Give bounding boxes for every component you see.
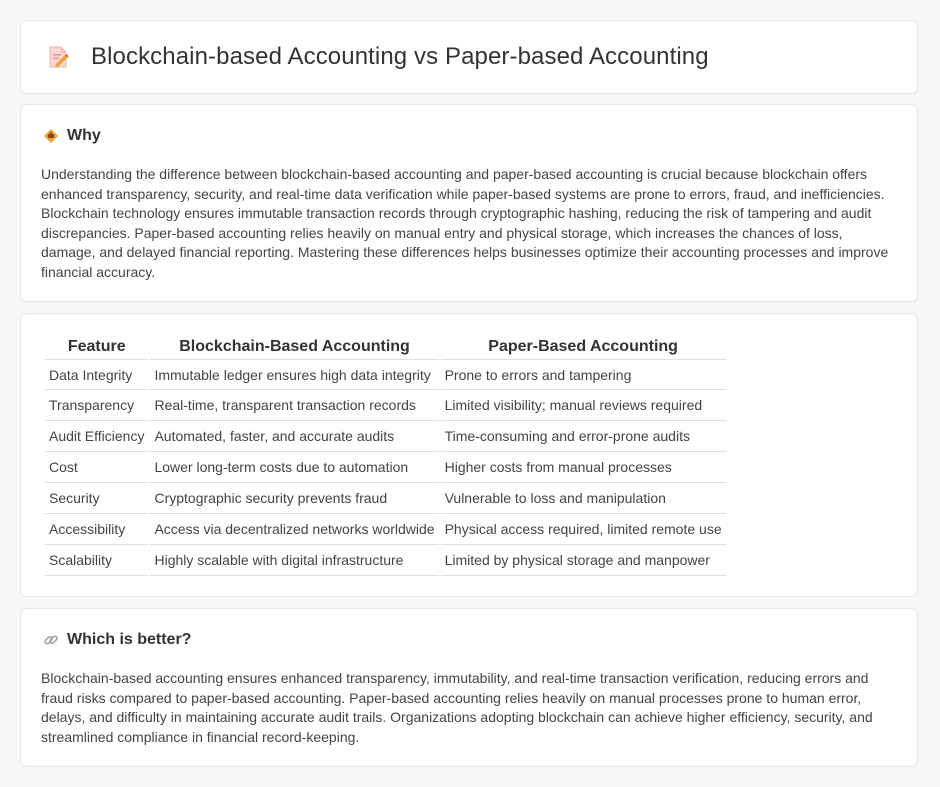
page-title: Blockchain-based Accounting vs Paper-based Accounting xyxy=(91,43,709,70)
cell-paper: Prone to errors and tampering xyxy=(441,360,726,390)
table-header-row xyxy=(45,336,726,360)
why-text: Understanding the difference between blockchain-based accounting and paper-based accounting is crucial because blockchain offers enhanced transparency, security, and real-time data verification while paper-based systems are prone to errors, fraud, and inefficiencies. Blockchain technology ensures immutable transaction records through cryptographic hashing, reducing the risk of tampering and audit discrepancies. Paper-based accounting relies heavily on manual entry and physical storage, which increases the chances of loss, damage, and delayed financial reporting. Mastering these differences helps businesses optimize their accounting processes and improve financial accuracy. xyxy=(41,166,889,280)
header-blockchain: Blockchain-Based Accounting xyxy=(150,336,438,360)
cell-blockchain: Real-time, transparent transaction records xyxy=(150,390,438,421)
cell-blockchain: Immutable ledger ensures high data integrity xyxy=(150,360,438,390)
warning-diamond-icon xyxy=(43,128,59,144)
cell-feature: Accessibility xyxy=(45,514,148,545)
comparison-table xyxy=(43,336,728,576)
cell-paper: Limited visibility; manual reviews required xyxy=(441,390,726,421)
cell-blockchain: Lower long-term costs due to automation xyxy=(150,452,438,483)
cell-blockchain: Access via decentralized networks worldwide xyxy=(150,514,438,545)
cell-blockchain: Automated, faster, and accurate audits xyxy=(150,421,438,452)
cell-paper: Physical access required, limited remote use xyxy=(441,514,726,545)
header-card xyxy=(20,20,918,94)
cell-feature: Audit Efficiency xyxy=(45,421,148,452)
cell-blockchain: Highly scalable with digital infrastructure xyxy=(150,545,438,576)
comparison-section xyxy=(20,313,918,597)
table-row xyxy=(45,390,726,421)
title-row xyxy=(45,43,709,71)
table-row xyxy=(45,360,726,390)
why-heading xyxy=(43,127,101,145)
better-section xyxy=(20,608,918,767)
document-edit-icon xyxy=(45,44,71,70)
table-row xyxy=(45,514,726,545)
table-row xyxy=(45,421,726,452)
better-text: Blockchain-based accounting ensures enhanced transparency, immutability, and real-time transaction verification, reducing errors and fraud risks compared to paper-based accounting. Paper-based accounting relies heavily on manual processes prone to human error, delays, and difficulty in maintaining accurate audit trails. Organizations adopting blockchain can achieve higher efficiency, security, and streamlined compliance in financial record-keeping. xyxy=(41,670,873,745)
table-row xyxy=(45,483,726,514)
cell-paper: Vulnerable to loss and manipulation xyxy=(441,483,726,514)
better-heading xyxy=(43,631,191,649)
cell-feature: Scalability xyxy=(45,545,148,576)
cell-paper: Higher costs from manual processes xyxy=(441,452,726,483)
cell-paper: Limited by physical storage and manpower xyxy=(441,545,726,576)
better-title: Which is better? xyxy=(67,631,192,648)
link-icon xyxy=(43,632,59,648)
why-section xyxy=(20,104,918,302)
table-row xyxy=(45,452,726,483)
cell-feature: Cost xyxy=(45,452,148,483)
cell-paper: Time-consuming and error-prone audits xyxy=(441,421,726,452)
cell-feature: Data Integrity xyxy=(45,360,148,390)
why-title: Why xyxy=(67,127,101,144)
cell-feature: Security xyxy=(45,483,148,514)
cell-blockchain: Cryptographic security prevents fraud xyxy=(150,483,438,514)
table-row xyxy=(45,545,726,576)
header-paper: Paper-Based Accounting xyxy=(441,336,726,360)
header-feature: Feature xyxy=(45,336,148,360)
cell-feature: Transparency xyxy=(45,390,148,421)
